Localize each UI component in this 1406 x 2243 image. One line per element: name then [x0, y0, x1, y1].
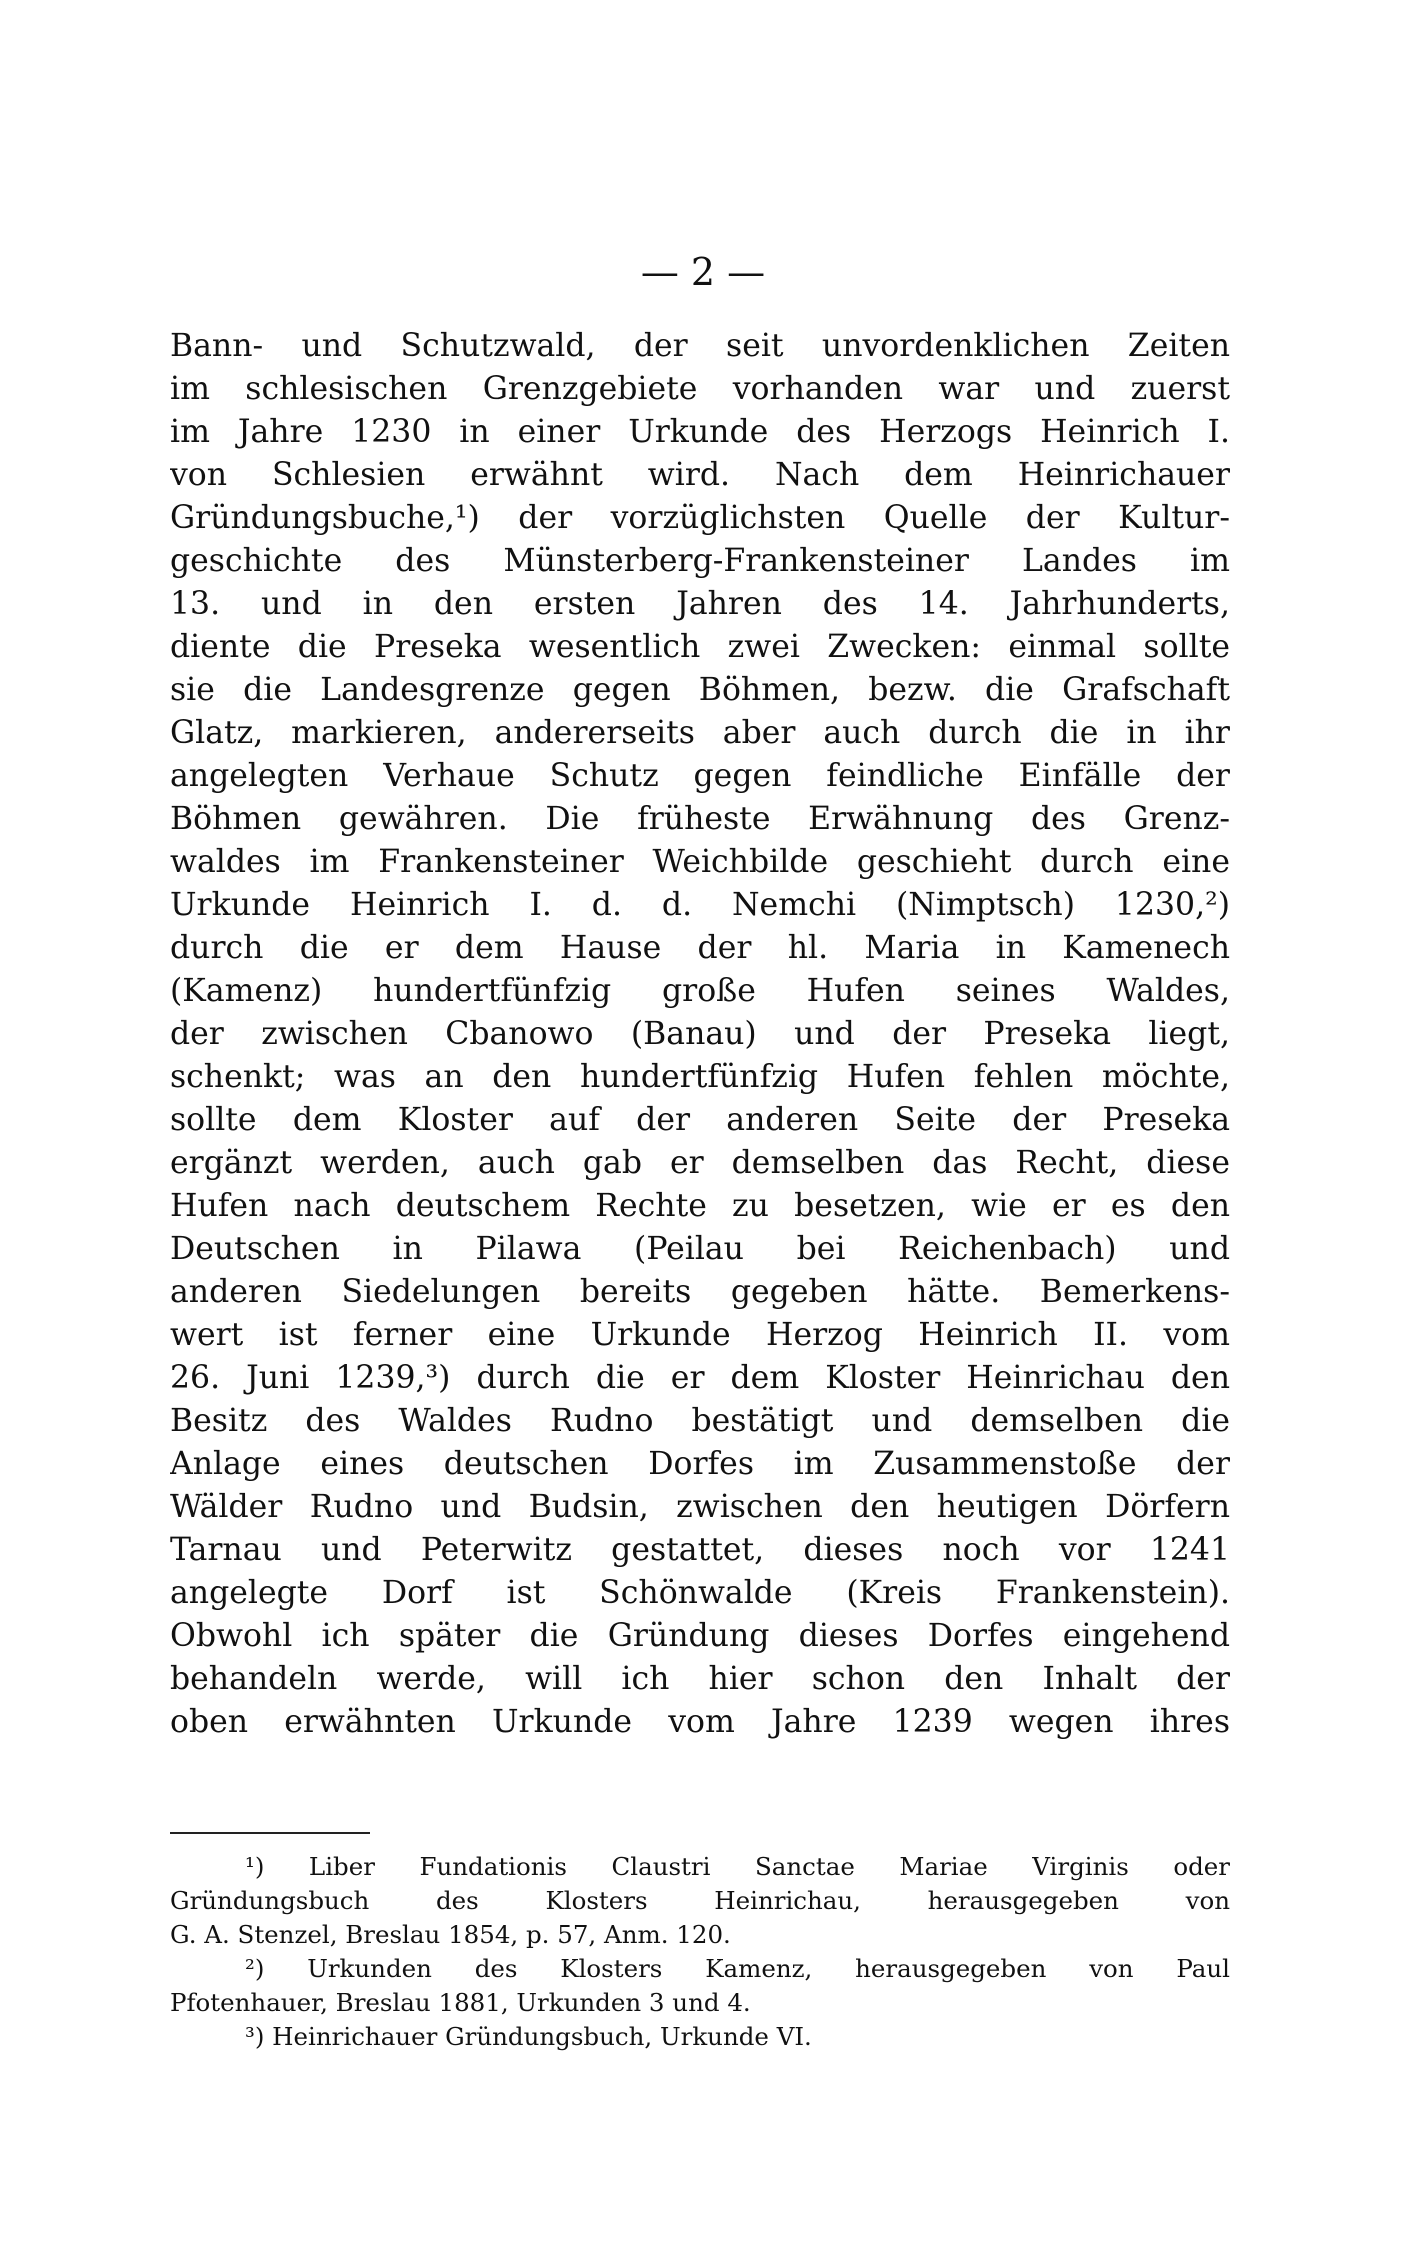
text-line: Bann- und Schutzwald, der seit unvordenklichen Zeiten — [170, 328, 1230, 364]
text-line: Besitz des Waldes Rudno bestätigt und demselben die — [170, 1403, 1230, 1439]
text-line: oben erwähnten Urkunde vom Jahre 1239 wegen ihres — [170, 1704, 1230, 1740]
text-line: Gründungsbuche,¹) der vorzüglichsten Quelle der Kultur- — [170, 500, 1230, 536]
text-line: der zwischen Cbanowo (Banau) und der Preseka liegt, — [170, 1016, 1230, 1052]
footnote-line: G. A. Stenzel, Breslau 1854, p. 57, Anm. 120. — [170, 1920, 731, 1949]
text-line: sie die Landesgrenze gegen Böhmen, bezw. die Grafschaft — [170, 672, 1230, 708]
text-line: ergänzt werden, auch gab er demselben das Recht, diese — [170, 1145, 1230, 1181]
footnote-divider — [170, 1832, 370, 1834]
text-line: schenkt; was an den hundertfünfzig Hufen fehlen möchte, — [170, 1059, 1230, 1095]
text-line: geschichte des Münsterberg-Frankensteiner Landes im — [170, 543, 1230, 579]
footnotes — [170, 1850, 1230, 2054]
text-line: 26. Juni 1239,³) durch die er dem Kloster Heinrichau den — [170, 1360, 1230, 1396]
footnote-line: ²) Urkunden des Klosters Kamenz, herausgegeben von Paul — [245, 1954, 1230, 1983]
text-line: Deutschen in Pilawa (Peilau bei Reichenbach) und — [170, 1231, 1230, 1267]
text-line: Tarnau und Peterwitz gestattet, dieses noch vor 1241 — [170, 1532, 1230, 1568]
text-line: Wälder Rudno und Budsin, zwischen den heutigen Dörfern — [170, 1489, 1230, 1525]
text-line: (Kamenz) hundertfünfzig große Hufen seines Waldes, — [170, 973, 1230, 1009]
text-line: im schlesischen Grenzgebiete vorhanden war und zuerst — [170, 371, 1230, 407]
text-line: Hufen nach deutschem Rechte zu besetzen, wie er es den — [170, 1188, 1230, 1224]
text-line: Glatz, markieren, andererseits aber auch durch die in ihr — [170, 715, 1230, 751]
text-line: angelegte Dorf ist Schönwalde (Kreis Frankenstein). — [170, 1575, 1230, 1611]
text-line: angelegten Verhaue Schutz gegen feindliche Einfälle der — [170, 758, 1230, 794]
text-line: wert ist ferner eine Urkunde Herzog Heinrich II. vom — [170, 1317, 1230, 1353]
text-line: 13. und in den ersten Jahren des 14. Jahrhunderts, — [170, 586, 1230, 622]
text-line: waldes im Frankensteiner Weichbilde geschieht durch eine — [170, 844, 1230, 880]
page-number: — 2 — — [640, 250, 766, 294]
footnote-line: ¹) Liber Fundationis Claustri Sanctae Mariae Virginis oder — [245, 1852, 1230, 1881]
text-line: anderen Siedelungen bereits gegeben hätte. Bemerkens- — [170, 1274, 1230, 1310]
text-line: Anlage eines deutschen Dorfes im Zusammenstoße der — [170, 1446, 1230, 1482]
text-line: Böhmen gewähren. Die früheste Erwähnung des Grenz- — [170, 801, 1230, 837]
text-line: durch die er dem Hause der hl. Maria in Kamenech — [170, 930, 1230, 966]
text-line: diente die Preseka wesentlich zwei Zwecken: einmal sollte — [170, 629, 1230, 665]
text-line: sollte dem Kloster auf der anderen Seite der Preseka — [170, 1102, 1230, 1138]
body-text — [170, 325, 1230, 1744]
footnote-line: ³) Heinrichauer Gründungsbuch, Urkunde VI. — [245, 2022, 812, 2051]
text-line: im Jahre 1230 in einer Urkunde des Herzogs Heinrich I. — [170, 414, 1230, 450]
footnote-line: Gründungsbuch des Klosters Heinrichau, herausgegeben von — [170, 1886, 1230, 1915]
text-line: behandeln werde, will ich hier schon den Inhalt der — [170, 1661, 1230, 1697]
text-line: Urkunde Heinrich I. d. d. Nemchi (Nimptsch) 1230,²) — [170, 887, 1230, 923]
text-line: von Schlesien erwähnt wird. Nach dem Heinrichauer — [170, 457, 1230, 493]
text-line: Obwohl ich später die Gründung dieses Dorfes eingehend — [170, 1618, 1230, 1654]
footnote-line: Pfotenhauer, Breslau 1881, Urkunden 3 und 4. — [170, 1988, 751, 2017]
